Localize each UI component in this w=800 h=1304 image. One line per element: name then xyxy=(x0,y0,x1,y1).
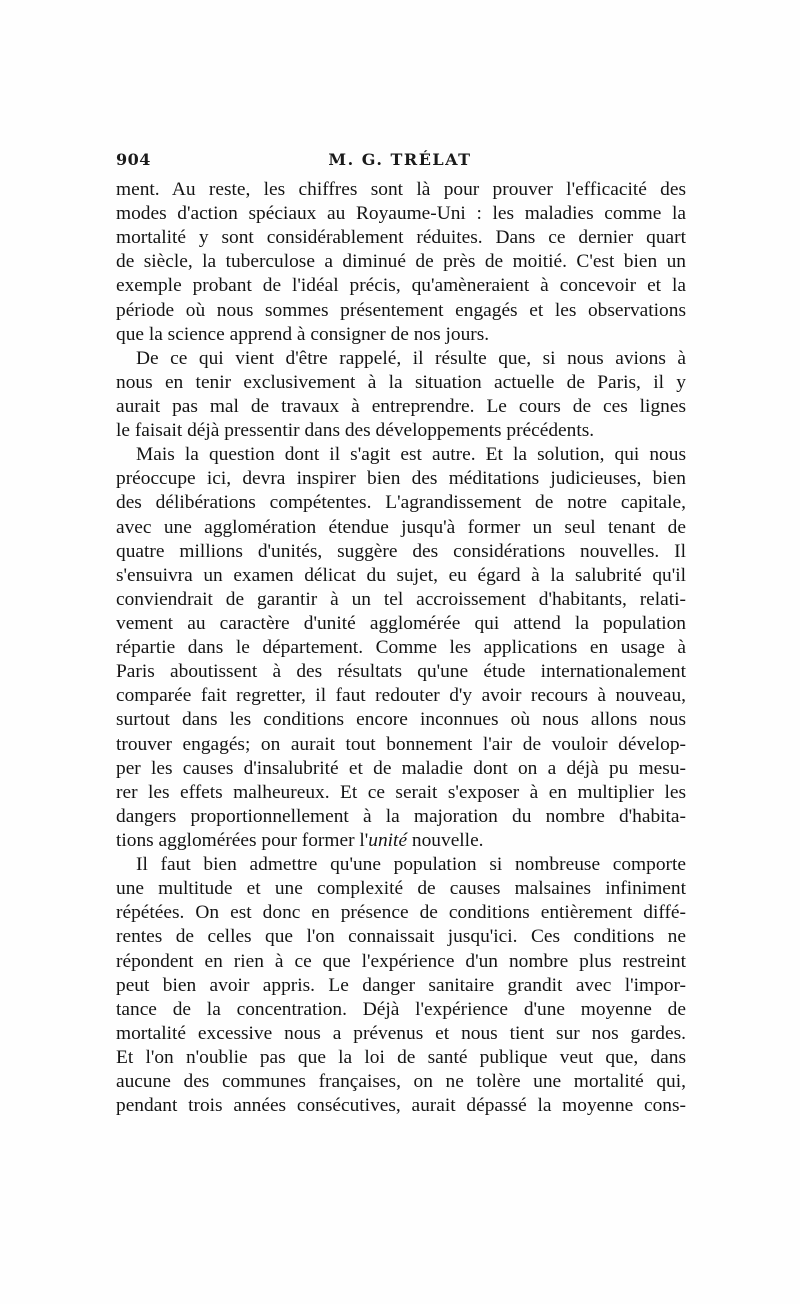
text-line: aurait pas mal de travaux à entreprendre. Le cours de ces lignes xyxy=(116,395,686,417)
page-number: 904 xyxy=(116,150,151,169)
text-line: Il faut bien admettre qu'une population si nombreuse comporte xyxy=(136,854,686,876)
text-line: conviendrait de garantir à un tel accroissement d'habitants, relati- xyxy=(116,588,686,610)
text-segment: tions agglomérées pour former l' xyxy=(116,829,369,851)
text-line: quatre millions d'unités, suggère des considérations nouvelles. Il xyxy=(116,540,686,562)
paragraph xyxy=(116,853,686,1118)
italic-word: unité xyxy=(368,829,408,851)
text-line: Paris aboutissent à des résultats qu'une étude internationalement xyxy=(116,661,686,683)
text-line: Mais la question dont il s'agit est autre. Et la solution, qui nous xyxy=(136,444,686,466)
text-line xyxy=(116,829,686,853)
text-line: comparée fait regretter, il faut redouter d'y avoir recours à nouveau, xyxy=(116,685,686,707)
text-line: rer les effets malheureux. Et ce serait s'exposer à en multiplier les xyxy=(116,781,686,803)
text-line: des délibérations compétentes. L'agrandissement de notre capitale, xyxy=(116,492,686,514)
text-line: tance de la concentration. Déjà l'expérience d'une moyenne de xyxy=(116,998,686,1020)
text-line: per les causes d'insalubrité et de maladie dont on a déjà pu mesu- xyxy=(116,757,686,779)
text-line: peut bien avoir appris. Le danger sanitaire grandit avec l'impor- xyxy=(116,974,686,996)
text-line: de siècle, la tuberculose a diminué de près de moitié. C'est bien un xyxy=(116,251,686,273)
paragraph xyxy=(116,347,686,443)
text-line: le faisait déjà pressentir dans des développements précédents. xyxy=(116,420,595,442)
text-line: préoccupe ici, devra inspirer bien des méditations judicieuses, bien xyxy=(116,468,686,490)
text-line: pendant trois années consécutives, aurait dépassé la moyenne cons- xyxy=(116,1095,686,1117)
text-line: que la science apprend à consigner de nos jours. xyxy=(116,323,490,345)
text-line: répétées. On est donc en présence de conditions entièrement diffé- xyxy=(116,902,686,924)
text-segment: nouvelle. xyxy=(407,829,484,851)
text-line: trouver engagés; on aurait tout bonnement l'air de vouloir dévelop- xyxy=(116,733,686,755)
text-line: s'ensuivra un examen délicat du sujet, eu égard à la salubrité qu'il xyxy=(116,564,686,586)
text-line: mortalité y sont considérablement réduites. Dans ce dernier quart xyxy=(116,227,686,249)
text-line: dangers proportionnellement à la majoration du nombre d'habita- xyxy=(116,805,686,827)
text-line: Et l'on n'oublie pas que la loi de santé publique veut que, dans xyxy=(116,1046,686,1068)
paragraph xyxy=(116,443,686,853)
text-line: avec une agglomération étendue jusqu'à former un seul tenant de xyxy=(116,516,686,538)
text-line: surtout dans les conditions encore inconnues où nous allons nous xyxy=(116,709,686,731)
text-line: répondent en rien à ce que l'expérience d'un nombre plus restreint xyxy=(116,950,686,972)
text-line: répartie dans le département. Comme les applications en usage à xyxy=(116,637,686,659)
body-text xyxy=(116,178,686,1118)
paragraph xyxy=(116,178,686,347)
text-line: nous en tenir exclusivement à la situation actuelle de Paris, il y xyxy=(116,371,686,393)
text-line: ment. Au reste, les chiffres sont là pour prouver l'efficacité des xyxy=(116,179,686,200)
running-head: M. G. TRÉLAT xyxy=(328,150,472,169)
text-line: rentes de celles que l'on connaissait jusqu'ici. Ces conditions ne xyxy=(116,926,686,948)
text-line: période où nous sommes présentement engagés et les observations xyxy=(116,299,686,321)
text-line: vement au caractère d'unité agglomérée qui attend la population xyxy=(116,612,686,634)
text-line: exemple probant de l'idéal précis, qu'amèneraient à concevoir et la xyxy=(116,275,686,297)
text-line: modes d'action spéciaux au Royaume-Uni : les maladies comme la xyxy=(116,203,686,225)
text-line: aucune des communes françaises, on ne tolère une mortalité qui, xyxy=(116,1071,686,1093)
text-line: une multitude et une complexité de causes malsaines infiniment xyxy=(116,878,686,900)
text-line: mortalité excessive nous a prévenus et nous tient sur nos gardes. xyxy=(116,1022,686,1044)
page-header xyxy=(116,150,684,174)
text-line: De ce qui vient d'être rappelé, il résulte que, si nous avions à xyxy=(136,347,686,369)
